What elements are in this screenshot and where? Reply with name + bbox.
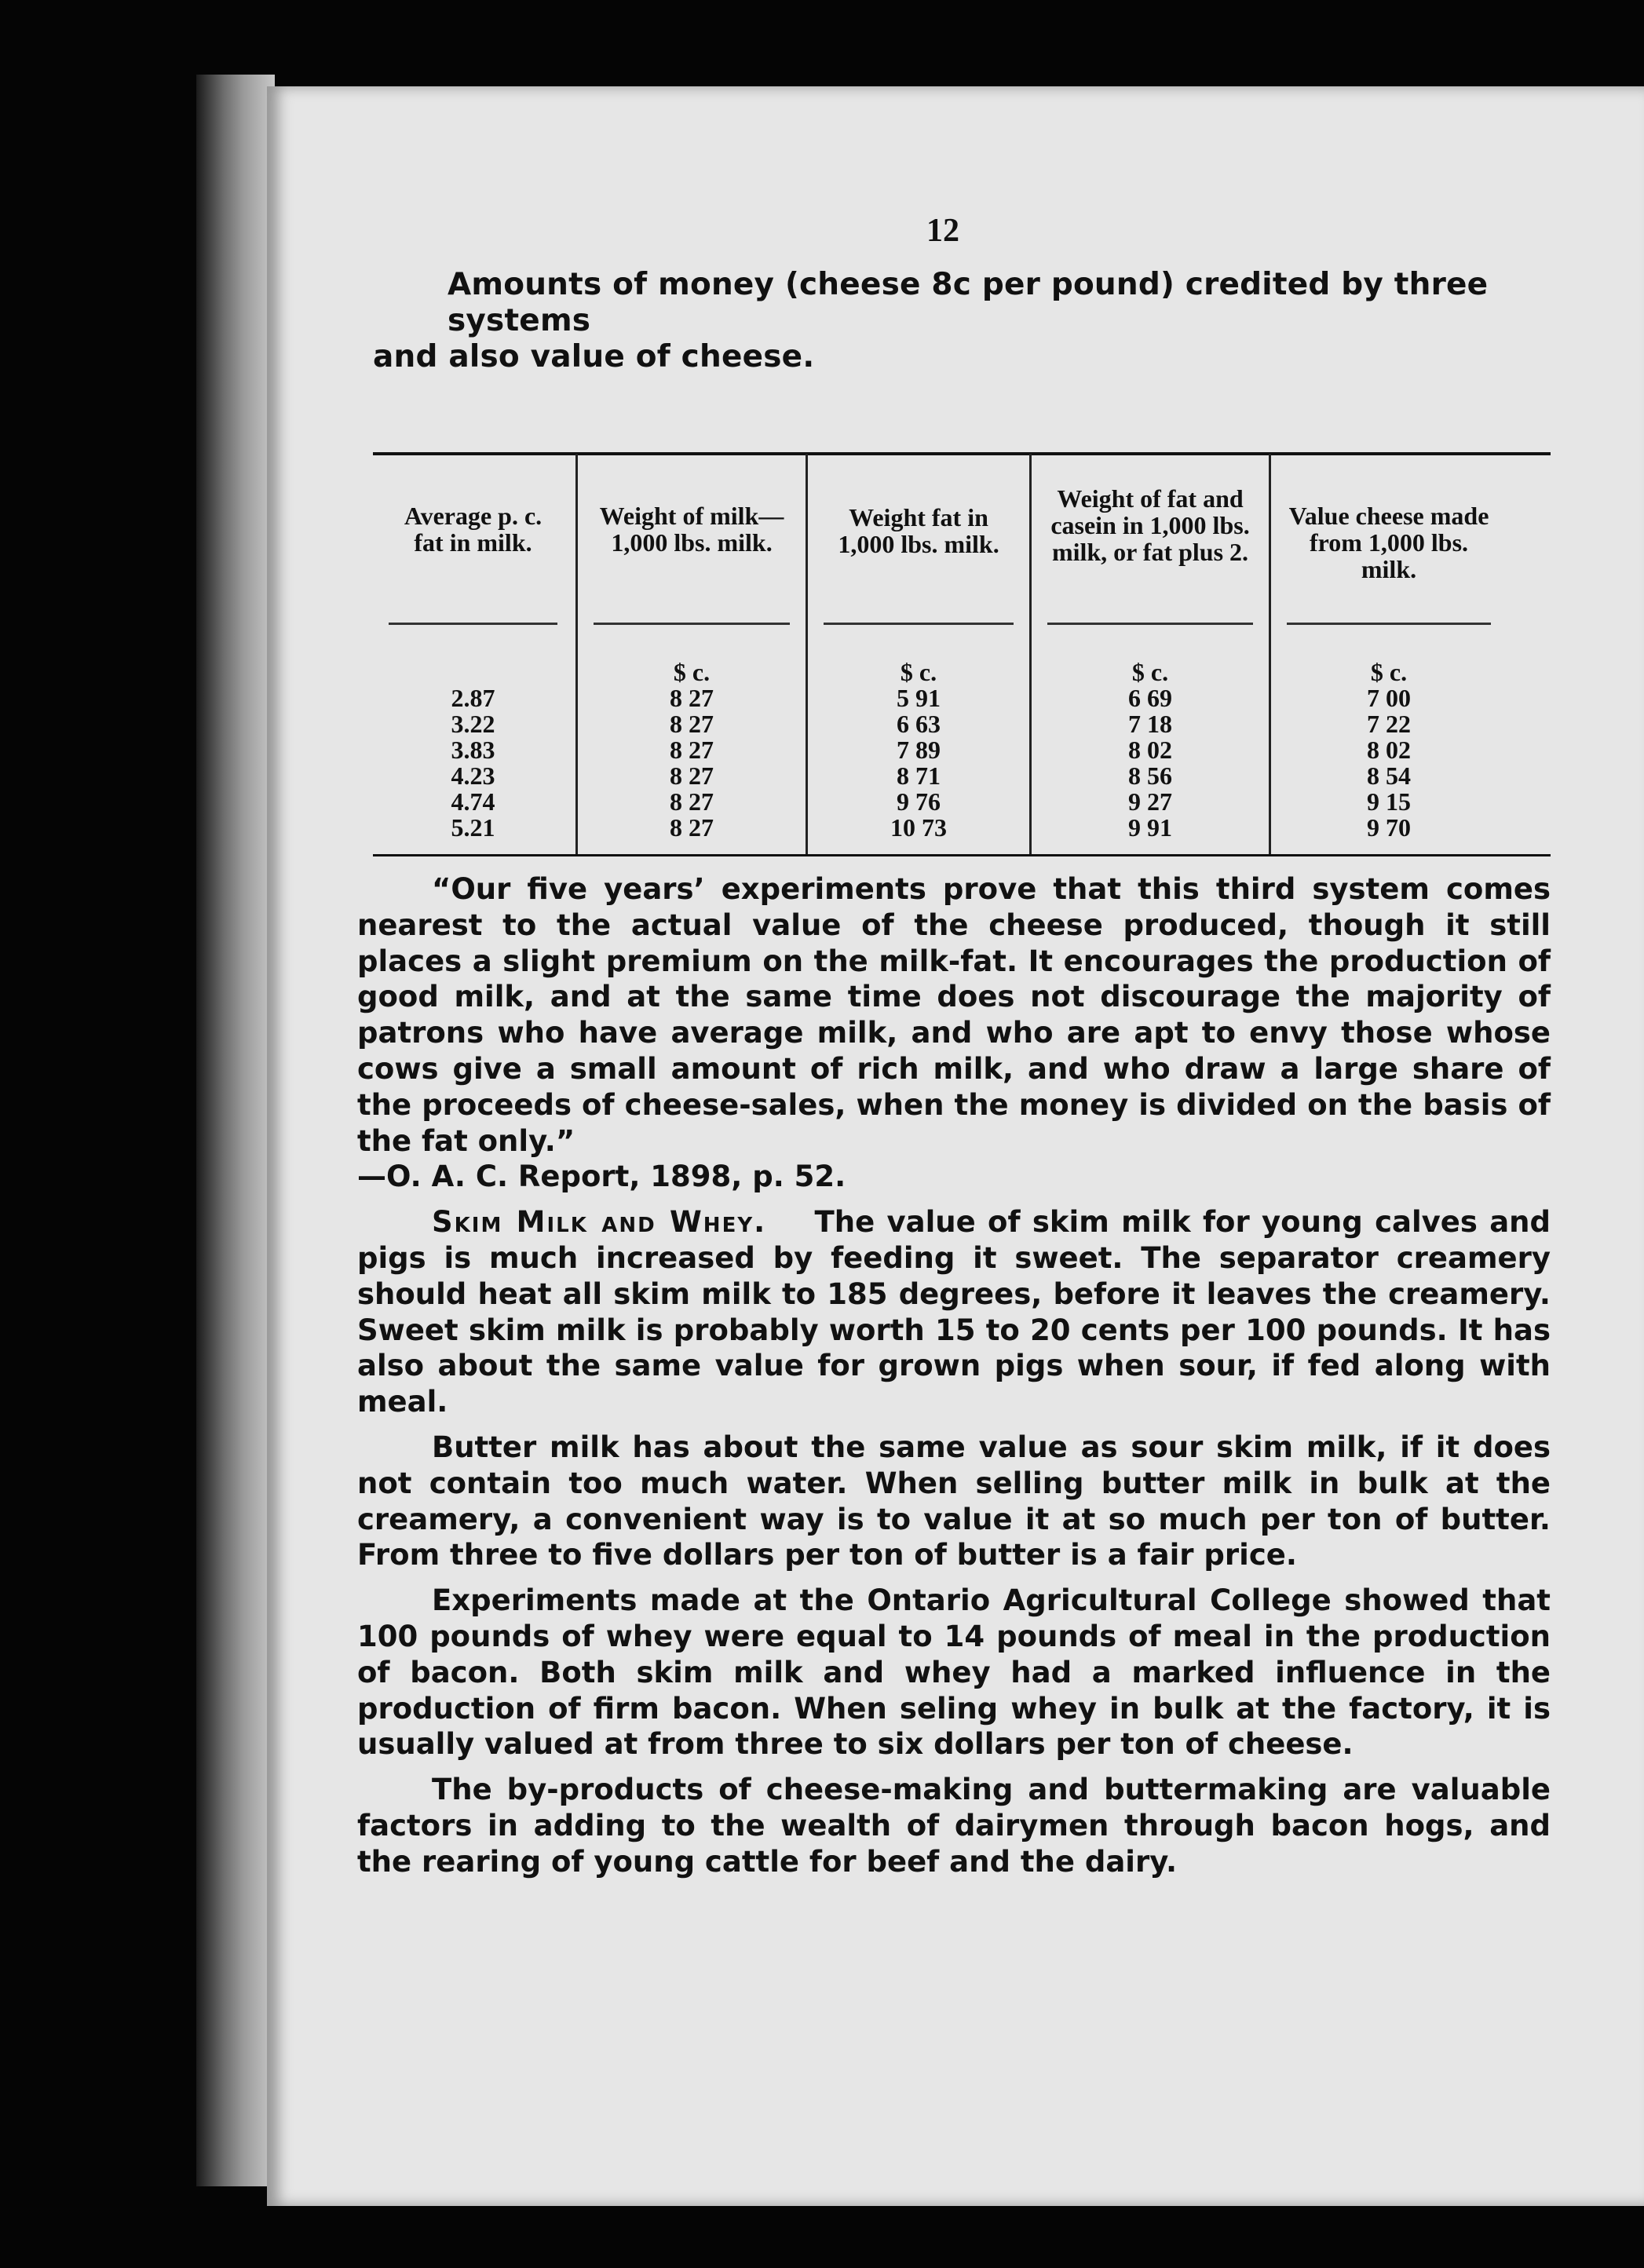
table-cell: 4.23 [451,761,495,790]
table-cell: 8 27 [670,813,714,842]
table-column-milk [575,454,806,854]
table-column-fat [373,454,573,854]
table-cell: 7 22 [1367,710,1411,738]
column-values [1271,659,1507,841]
page-number: 12 [926,213,959,249]
table-cell: 4.74 [451,787,495,816]
table-cell: 9 70 [1367,813,1411,842]
column-header: Weight fat in 1,000 lbs. milk. [838,503,999,558]
table-cell: 2.87 [451,684,495,712]
header-rule [1047,623,1253,625]
citation: —O. A. C. Report, 1898, p. 52. [357,1160,846,1194]
table-cell: 8 27 [670,684,714,712]
byproducts-paragraph: The by-products of cheese-making and buttermaking are valuable factors in adding to the wealth of dairymen through bacon hogs, and the rearing of young cattle for beef and the dairy. [357,1773,1551,1879]
table-column-fat-weight [806,454,1029,854]
header-rule [389,623,557,625]
table-cell: 8 54 [1367,761,1411,790]
table-cell: 9 15 [1367,787,1411,816]
table-cell: 8 27 [670,710,714,738]
whey-paragraph: Experiments made at the Ontario Agricultural College showed that 100 pounds of whey were equal to 14 pounds of meal in the production of bacon. Both skim milk and whey had a marked influence in the production of firm bacon. When seling whey in bulk at the factory, it is usually valued at from three to six dollars per ton of cheese. [357,1583,1551,1762]
table-cell: 8 02 [1367,736,1411,764]
table-cell: 7 89 [897,736,941,764]
column-unit: $ c. [1370,658,1408,686]
table-caption [373,267,1543,375]
table-cell: 10 73 [890,813,947,842]
column-values [373,659,573,841]
column-header: Weight of fat and casein in 1,000 lbs. milk, or fat plus 2. [1050,484,1250,566]
column-values [808,659,1029,841]
table-cell: 7 00 [1367,684,1411,712]
table-cell: 8 56 [1128,761,1172,790]
skim-milk-text: The value of skim milk for young calves and pigs is much increased by feeding it sweet. The separator creamery should heat all skim milk to 185 degrees, before it leaves the creamery. Sweet skim milk is probably worth 15 to 20 cents per 100 pounds. It has also about the same value for grown pigs when sour, if fed along with meal. [357,1205,1551,1419]
quote-paragraph: “Our five years’ experiments prove that this third system comes nearest to the actual value of the cheese produced, though it still places a slight premium on the milk-fat. It encourages the production of good milk, and at the same time does not discourage the majority of patrons who have average milk, and who are apt to envy those whose cows give a small amount of rich milk, and who draw a large share of the proceeds of cheese-sales, when the money is divided on the basis of the fat only.” [357,872,1551,1158]
book-page [267,86,1644,2206]
table-column-fat-casein [1029,454,1269,854]
body-text [357,871,1551,1880]
column-values [578,659,806,841]
table-cell: 3.22 [451,710,495,738]
table-bottom-rule [373,854,1551,856]
column-unit [373,659,573,685]
column-unit: $ c. [1131,658,1169,686]
column-unit: $ c. [900,658,937,686]
section-heading: Skim Milk and Whey. [432,1205,767,1240]
butter-milk-paragraph: Butter milk has about the same value as sour skim milk, if it does not contain too much water. When selling butter milk in bulk at the creamery, a convenient way is to value it at so much per ton of butter. From three to five dollars per ton of butter is a fair price. [357,1430,1551,1572]
table-cell: 8 02 [1128,736,1172,764]
table-cell: 6 69 [1128,684,1172,712]
column-header: Weight of milk— 1,000 lbs. milk. [599,502,784,557]
header-rule [824,623,1014,625]
column-header: Average p. c. fat in milk. [404,502,543,557]
table-cell: 8 27 [670,787,714,816]
table-cell: 9 91 [1128,813,1172,842]
table-cell: 5.21 [451,813,495,842]
table-cell: 5 91 [897,684,941,712]
column-values [1032,659,1269,841]
book-spine [196,75,275,2186]
table-cell: 8 27 [670,761,714,790]
table-cell: 8 27 [670,736,714,764]
table-cell: 7 18 [1128,710,1172,738]
table-cell: 9 27 [1128,787,1172,816]
table-cell: 6 63 [897,710,941,738]
data-table [373,454,1551,858]
table-cell: 9 76 [897,787,941,816]
header-rule [1287,623,1491,625]
table-column-cheese-value [1269,454,1507,854]
caption-line-1: Amounts of money (cheese 8c per pound) credited by three systems [448,267,1489,338]
skim-milk-paragraph [357,1204,1551,1420]
column-header: Value cheese made from 1,000 lbs. milk. [1288,502,1489,583]
table-cell: 3.83 [451,736,495,764]
header-rule [594,623,790,625]
table-cell: 8 71 [897,761,941,790]
column-unit: $ c. [673,658,711,686]
caption-line-2: and also value of cheese. [373,339,815,374]
